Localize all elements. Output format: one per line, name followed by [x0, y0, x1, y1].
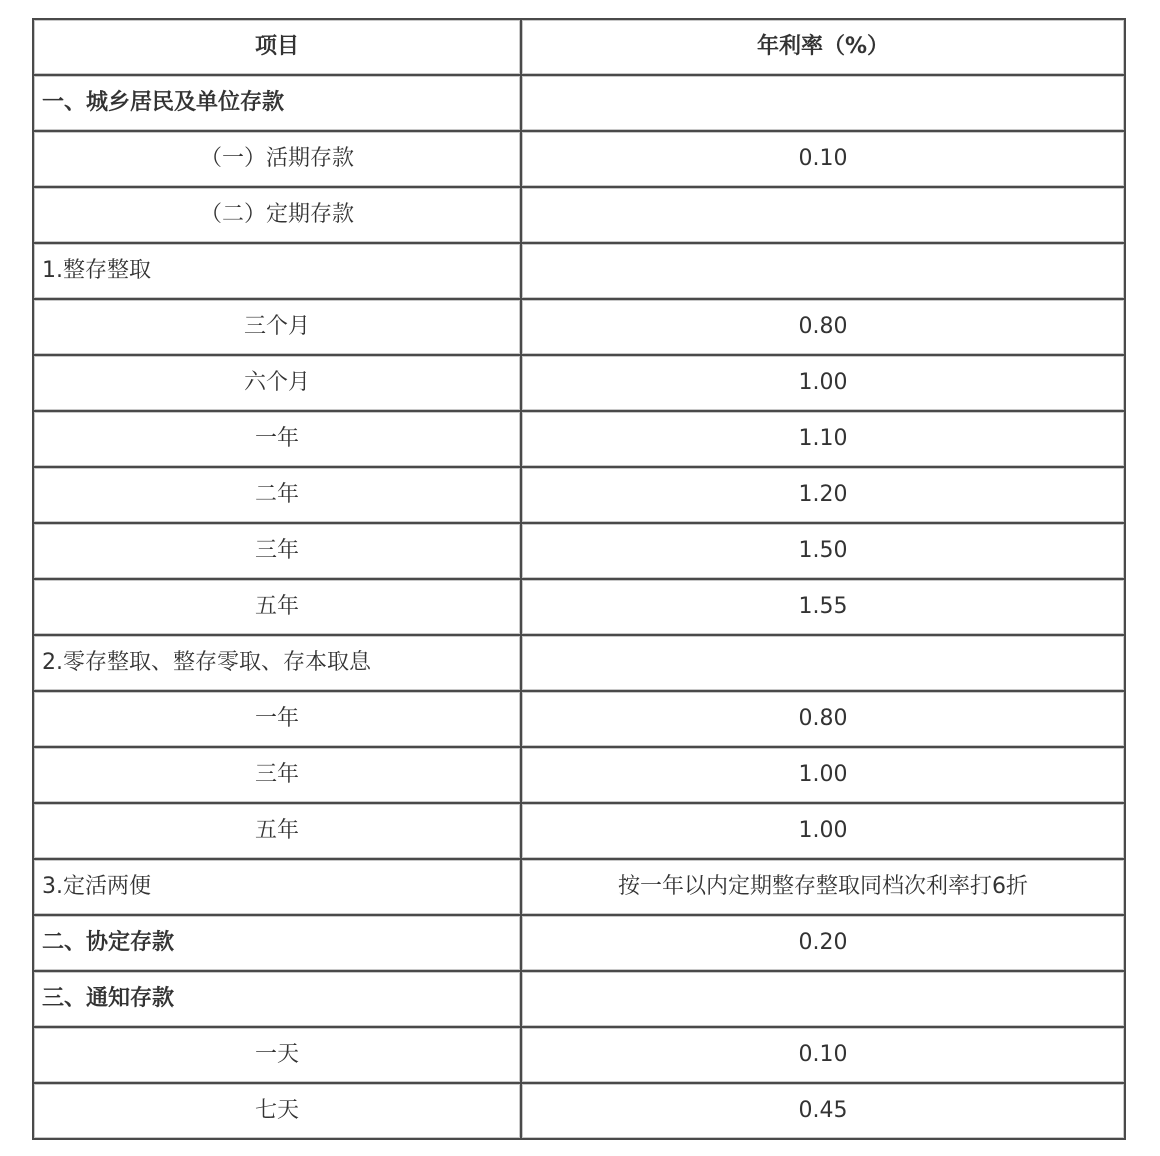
table-row: [34, 692, 1126, 748]
item-cell: 一天: [34, 1028, 522, 1084]
item-cell: （二）定期存款: [34, 188, 522, 244]
item-cell: 2.零存整取、整存零取、存本取息: [34, 636, 522, 692]
deposit-rate-table: [32, 18, 1126, 1140]
item-cell: 五年: [34, 580, 522, 636]
item-cell: 一、城乡居民及单位存款: [34, 76, 522, 132]
table-row: [34, 244, 1126, 300]
item-cell: 1.整存整取: [34, 244, 522, 300]
item-cell: 二年: [34, 468, 522, 524]
table-row: [34, 636, 1126, 692]
rate-cell: [522, 76, 1126, 132]
rate-cell: 0.10: [522, 132, 1126, 188]
table-row: [34, 1084, 1126, 1140]
rate-cell: 0.20: [522, 916, 1126, 972]
table-header-row: [34, 20, 1126, 76]
item-cell: 3.定活两便: [34, 860, 522, 916]
table-row: [34, 972, 1126, 1028]
rate-cell: 0.80: [522, 300, 1126, 356]
rate-cell: 0.80: [522, 692, 1126, 748]
table-row: [34, 1028, 1126, 1084]
item-cell: （一）活期存款: [34, 132, 522, 188]
table-row: [34, 188, 1126, 244]
item-cell: 三个月: [34, 300, 522, 356]
table-row: [34, 76, 1126, 132]
table-row: [34, 748, 1126, 804]
table-row: [34, 356, 1126, 412]
rate-cell: 按一年以内定期整存整取同档次利率打6折: [522, 860, 1126, 916]
item-cell: 一年: [34, 412, 522, 468]
rate-cell: 1.55: [522, 580, 1126, 636]
item-cell: 三年: [34, 524, 522, 580]
table-row: [34, 132, 1126, 188]
rate-cell: 0.45: [522, 1084, 1126, 1140]
item-cell: 三年: [34, 748, 522, 804]
rate-cell: 1.00: [522, 804, 1126, 860]
table-row: [34, 300, 1126, 356]
table-row: [34, 468, 1126, 524]
rate-cell: 1.00: [522, 748, 1126, 804]
item-cell: 七天: [34, 1084, 522, 1140]
rate-table-container: [32, 18, 1124, 1140]
rate-cell: [522, 188, 1126, 244]
table-row: [34, 580, 1126, 636]
header-item: 项目: [34, 20, 522, 76]
item-cell: 二、协定存款: [34, 916, 522, 972]
item-cell: 五年: [34, 804, 522, 860]
table-body: [34, 76, 1126, 1140]
rate-cell: [522, 972, 1126, 1028]
rate-cell: 0.10: [522, 1028, 1126, 1084]
table-row: [34, 860, 1126, 916]
item-cell: 六个月: [34, 356, 522, 412]
rate-cell: 1.50: [522, 524, 1126, 580]
rate-cell: [522, 636, 1126, 692]
rate-cell: 1.10: [522, 412, 1126, 468]
rate-cell: 1.00: [522, 356, 1126, 412]
item-cell: 三、通知存款: [34, 972, 522, 1028]
table-row: [34, 412, 1126, 468]
header-annual-rate: 年利率（%）: [522, 20, 1126, 76]
rate-cell: [522, 244, 1126, 300]
item-cell: 一年: [34, 692, 522, 748]
table-row: [34, 804, 1126, 860]
rate-cell: 1.20: [522, 468, 1126, 524]
table-row: [34, 524, 1126, 580]
table-row: [34, 916, 1126, 972]
